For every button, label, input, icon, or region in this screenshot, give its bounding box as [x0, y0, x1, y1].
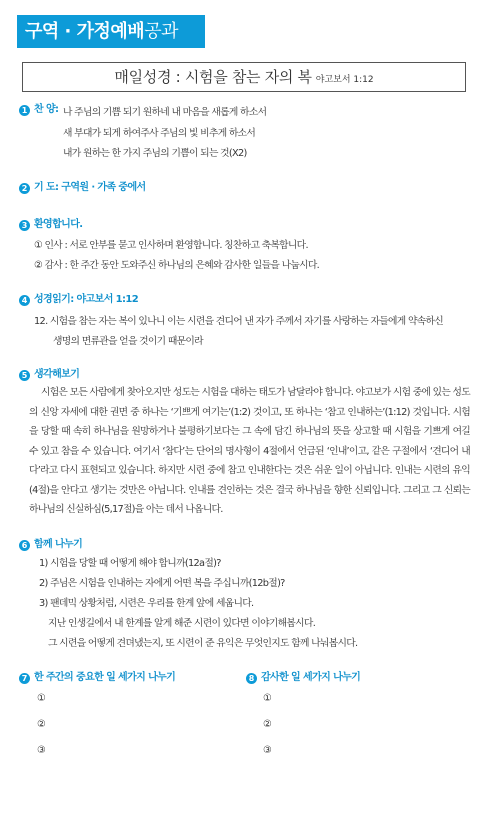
section-prayer [19, 180, 146, 196]
section-heading: 한 주간의 중요한 일 세가지 나누기 [34, 672, 176, 683]
section-number: 2 [19, 183, 30, 194]
welcome-line: ① 인사 : 서로 안부를 묻고 인사하며 환영합니다. 칭찬하고 축복합니다. [34, 240, 308, 251]
section-number: 5 [19, 370, 30, 381]
blank-item: ① [37, 693, 46, 704]
welcome-line: ② 감사 : 한 주간 동안 도와주신 하나님의 은혜와 감사한 일들을 나눕시다. [34, 260, 320, 271]
praise-line: 내가 원하는 한 가지 주님의 기쁨이 되는 것(X2) [63, 148, 247, 159]
section-heading: 기 도: 구역원 · 가족 중에서 [34, 182, 146, 193]
title-box [22, 62, 466, 92]
scripture-ref: 야고보서 1:12 [315, 75, 374, 85]
section-heading: 찬 양: [34, 104, 59, 115]
section-number: 7 [19, 673, 30, 684]
banner-thin: 공과 [144, 21, 178, 42]
blank-item: ② [263, 719, 272, 730]
sharing-question: 그 시련을 어떻게 견뎌냈는지, 또 시련이 준 유익은 무엇인지도 함께 나눠봅시다. [48, 638, 358, 649]
blank-item: ③ [37, 745, 46, 756]
section-number: 6 [19, 540, 30, 551]
section-reading [19, 292, 138, 308]
section-heading: 성경읽기: 야고보서 1:12 [34, 294, 139, 305]
section-number: 1 [19, 105, 30, 116]
section-number: 3 [19, 220, 30, 231]
section-heading: 환영합니다. [34, 219, 83, 230]
praise-line: 새 부대가 되게 하여주사 주님의 빛 비추게 하소서 [63, 128, 256, 139]
sharing-question: 2) 주님은 시험을 인내하는 자에게 어떤 복을 주십니까(12b절)? [39, 578, 285, 589]
section-praise [19, 102, 58, 118]
reflection-paragraph: 시험은 모든 사람에게 찾아오지만 성도는 시험을 대하는 태도가 남달라야 합니다. 야고보가 시험 중에 있는 성도의 신앙 자세에 대한 권면 중 하나는 ‘기쁘게 여기는’(1:2) 것이고, 또 하나는 ‘참고 인내하는’(1:12) 것입니다. 시험을 당할 때 속히 하나님을 원망하거나 불평하기보다는 그 속에 담긴 하나님의 뜻을 상고할 때 시험을 기쁘게 여길 수 있고 참을 수 있습니다. 여기서 ‘참다’는 단어의 명사형이 4절에서 언급된 ‘인내’이고, 같은 구절에서 ‘견디어 내다’라고 다시 표현되고 있습니다. 하지만 시련 중에 참고 인내한다는 것은 쉬운 일이 아닙니다. 인내는 시련의 유익(4절)을 안다고 생기는 것만은 아닙니다. 인내를 견인하는 것은 결국 하나님을 향한 신뢰입니다. 그리고 그 신뢰는 하나님의 신실하심(5,17절)을 아는 데서 나옵니다. [29, 387, 470, 515]
reading-line: 12. 시험을 참는 자는 복이 있나니 이는 시련을 견디어 낸 자가 주께서 자기를 사랑하는 자들에게 약속하신 [34, 316, 444, 327]
header-banner [17, 15, 205, 48]
praise-line: 나 주님의 기쁨 되기 원하네 내 마음을 새롭게 하소서 [63, 107, 267, 118]
section-weekly-events [19, 670, 175, 686]
sharing-question: 1) 시험을 당할 때 어떻게 해야 합니까(12a절)? [39, 558, 221, 569]
section-thanks [246, 670, 360, 686]
section-number: 4 [19, 295, 30, 306]
section-welcome [19, 217, 83, 233]
sharing-question: 지난 인생길에서 내 한계를 알게 해준 시련이 있다면 이야기해봅시다. [48, 618, 316, 629]
reading-line: 생명의 면류관을 얻을 것이기 때문이라 [53, 336, 203, 347]
blank-item: ② [37, 719, 46, 730]
banner-bold: 구역 · 가정예배 [25, 21, 145, 42]
sharing-question: 3) 팬데믹 상황처럼, 시련은 우리를 한계 앞에 세웁니다. [39, 598, 254, 609]
section-heading: 함께 나누기 [34, 539, 83, 550]
section-heading: 생각해보기 [34, 369, 80, 380]
section-reflection [19, 367, 79, 383]
section-number: 8 [246, 673, 257, 684]
page-title: 매일성경 : 시험을 참는 자의 복 [114, 68, 312, 86]
blank-item: ① [263, 693, 272, 704]
section-heading: 감사한 일 세가지 나누기 [261, 672, 361, 683]
blank-item: ③ [263, 745, 272, 756]
section-sharing [19, 537, 82, 553]
